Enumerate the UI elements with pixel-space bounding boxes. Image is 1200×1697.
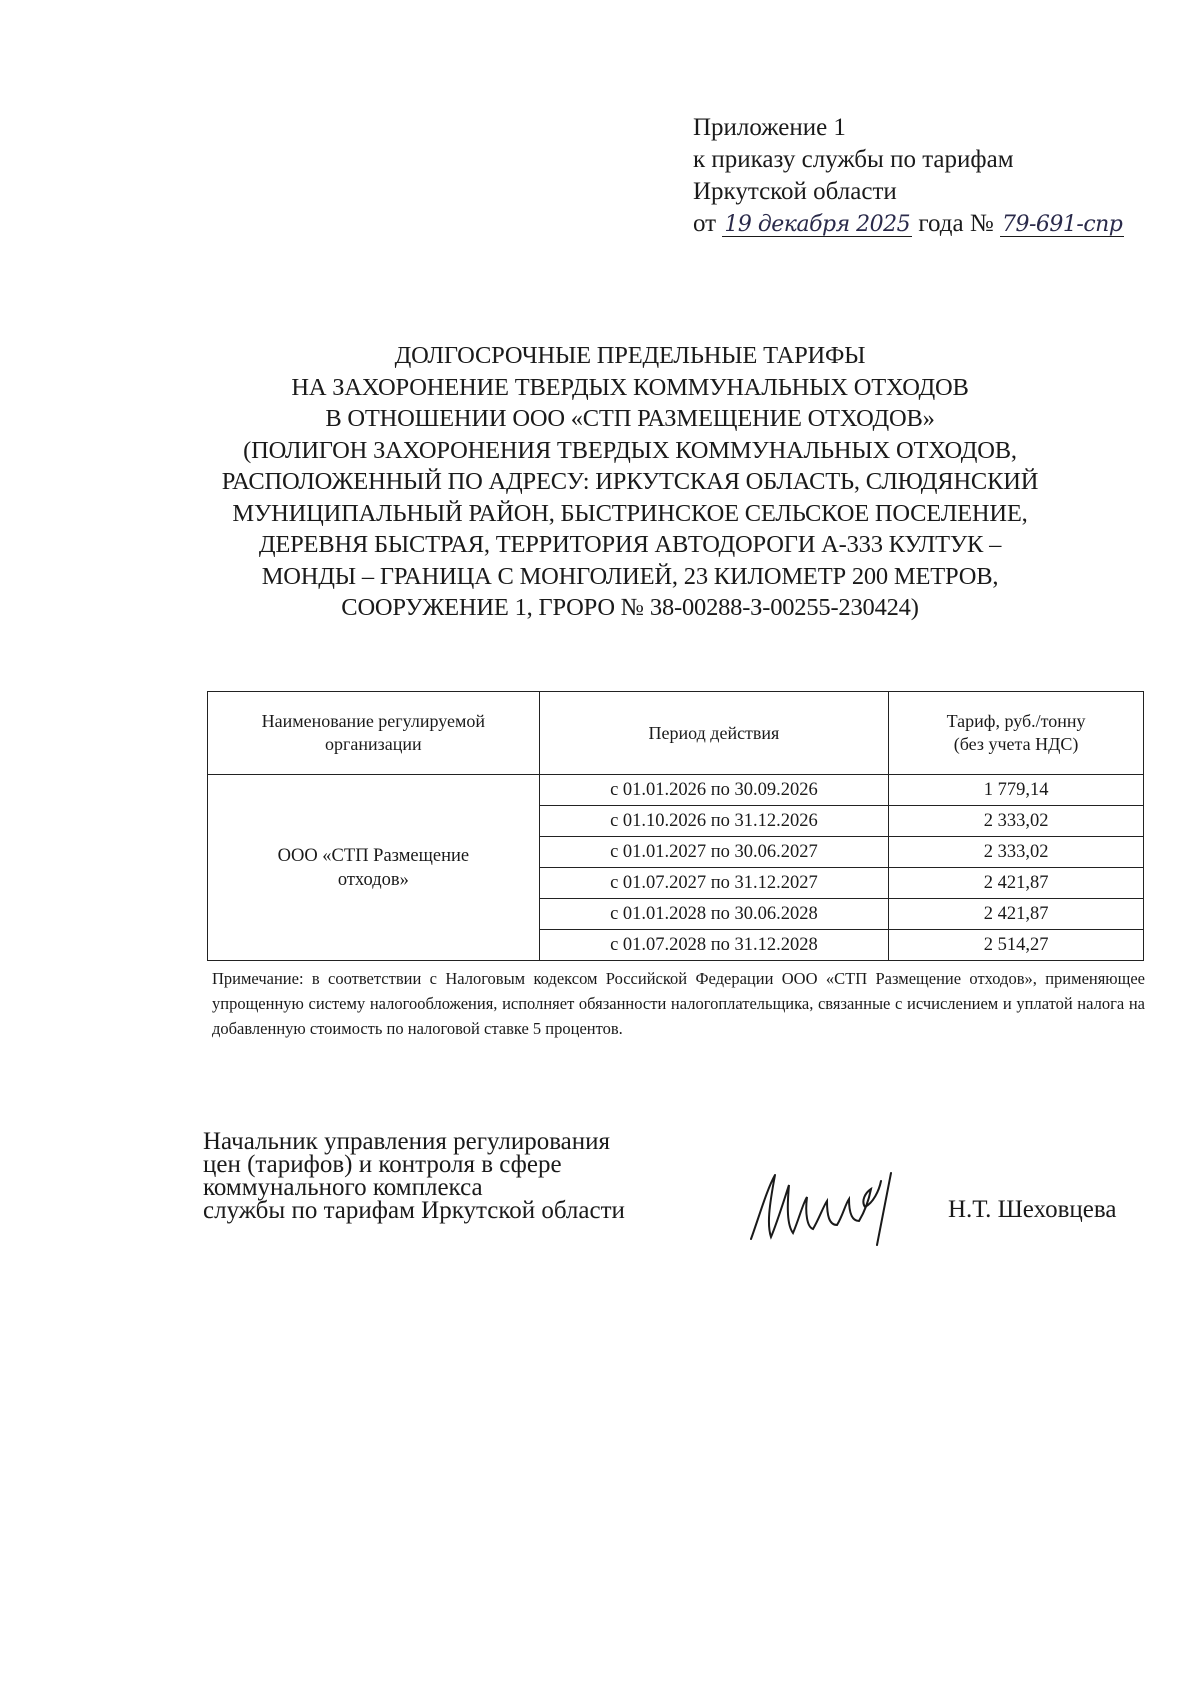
title-line: СООРУЖЕНИЕ 1, ГРОРО № 38-00288-З-00255-230424) (341, 594, 919, 621)
signer-line: Начальник управления регулирования (203, 1128, 611, 1155)
period-cell: с 01.01.2026 по 30.09.2026 (539, 775, 888, 806)
period-cell: с 01.01.2028 по 30.06.2028 (539, 899, 888, 930)
tariff-cell: 2 333,02 (889, 837, 1144, 868)
header-period: Период действия (539, 692, 888, 775)
title-line: ДОЛГОСРОЧНЫЕ ПРЕДЕЛЬНЫЕ ТАРИФЫ (394, 342, 866, 369)
handwritten-date: 19 декабря 2025 (724, 212, 911, 237)
title-line: МОНДЫ – ГРАНИЦА С МОНГОЛИЕЙ, 23 КИЛОМЕТР 200 МЕТРОВ, (261, 562, 999, 590)
annex-header (693, 112, 1124, 240)
header-tariff: Тариф, руб./тонну (без учета НДС) (889, 692, 1144, 775)
signer-position (203, 1130, 625, 1222)
period-cell: с 01.01.2027 по 30.06.2027 (539, 837, 888, 868)
header-organization: Наименование регулируемой организации (208, 692, 540, 775)
signer-line: службы по тарифам Иркутской области (203, 1197, 625, 1224)
signer-name: Н.Т. Шеховцева (948, 1196, 1117, 1223)
signer-line: цен (тарифов) и контроля в сфере (203, 1151, 562, 1178)
tariff-cell: 2 514,27 (889, 930, 1144, 961)
tariff-cell: 2 333,02 (889, 806, 1144, 837)
tariff-cell: 1 779,14 (889, 775, 1144, 806)
title-line: НА ЗАХОРОНЕНИЕ ТВЕРДЫХ КОММУНАЛЬНЫХ ОТХОДОВ (291, 373, 969, 401)
signature-mark (745, 1167, 925, 1247)
title-line: (ПОЛИГОН ЗАХОРОНЕНИЯ ТВЕРДЫХ КОММУНАЛЬНЫХ ОТХОДОВ, (243, 436, 1017, 464)
title-line: В ОТНОШЕНИИ ООО «СТП РАЗМЕЩЕНИЕ ОТХОДОВ» (325, 405, 935, 432)
period-cell: с 01.07.2028 по 31.12.2028 (539, 930, 888, 961)
table-note: Примечание: в соответствии с Налоговым кодексом Российской Федерации ООО «СТП Размещение отходов», применяющее упрощенную систему налогообложения, исполняет обязанности налогоплательщика, связанные с исчислением и уплатой налога на добавленную стоимость по налоговой ставке 5 процентов. (212, 969, 1145, 1038)
table-header-row (208, 692, 1144, 775)
signer-line: коммунального комплекса (203, 1174, 483, 1201)
handwritten-order-number: 79-691-спр (1001, 212, 1123, 237)
title-line: МУНИЦИПАЛЬНЫЙ РАЙОН, БЫСТРИНСКОЕ СЕЛЬСКОЕ ПОСЕЛЕНИЕ, (232, 499, 1028, 527)
tariff-cell: 2 421,87 (889, 899, 1144, 930)
tariff-cell: 2 421,87 (889, 868, 1144, 899)
organization-cell: ООО «СТП Размещение отходов» (208, 775, 540, 961)
title-line: РАСПОЛОЖЕННЫЙ ПО АДРЕСУ: ИРКУТСКАЯ ОБЛАСТЬ, СЛЮДЯНСКИЙ (221, 468, 1039, 495)
annex-line-2: к приказу службы по тарифам (693, 146, 1014, 173)
annex-line-3: Иркутской области (693, 178, 897, 205)
tariff-table (207, 691, 1144, 961)
table-row (208, 775, 1144, 806)
annex-line-date (693, 208, 1124, 240)
period-cell: с 01.10.2026 по 31.12.2026 (539, 806, 888, 837)
annex-line-1: Приложение 1 (693, 114, 846, 141)
annex-year-word: года № (918, 210, 994, 237)
document-title (190, 340, 1070, 624)
title-line: ДЕРЕВНЯ БЫСТРАЯ, ТЕРРИТОРИЯ АВТОДОРОГИ А-333 КУЛТУК – (258, 531, 1002, 558)
annex-from-prefix: от (693, 210, 717, 237)
period-cell: с 01.07.2027 по 31.12.2027 (539, 868, 888, 899)
